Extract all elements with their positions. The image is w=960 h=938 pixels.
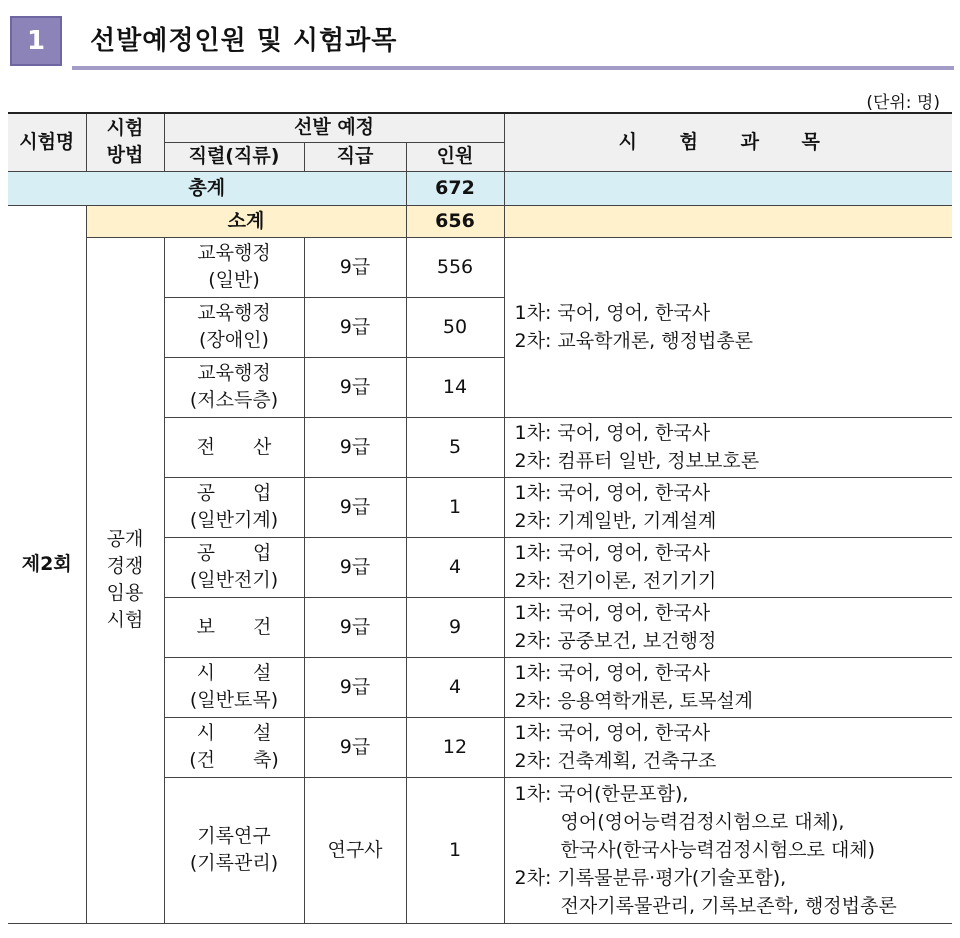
section-title: 선발예정인원 및 시험과목 (90, 26, 398, 56)
count-cell: 9 (406, 597, 504, 657)
subject-line: 2차: 기계일반, 기계설계 (514, 510, 717, 532)
job-series-cell (164, 237, 304, 297)
header-exam-method-line2: 방법 (106, 144, 144, 167)
grade-cell: 9급 (304, 717, 406, 777)
grade-cell: 9급 (304, 357, 406, 417)
subjects-cell-arch (504, 717, 952, 777)
subtotal-label: 소계 (86, 205, 406, 237)
job-series-cell (164, 477, 304, 537)
job-series-cell (164, 777, 304, 923)
count-cell: 12 (406, 717, 504, 777)
count-cell: 1 (406, 777, 504, 923)
subjects-cell-edu (504, 237, 952, 417)
job-series-cell (164, 597, 304, 657)
title-underline (72, 66, 954, 70)
total-row (8, 171, 952, 205)
count-cell: 4 (406, 657, 504, 717)
count-cell: 1 (406, 477, 504, 537)
selection-table (8, 112, 952, 924)
header-selection-plan: 선발 예정 (164, 113, 504, 142)
count-cell: 556 (406, 237, 504, 297)
count-cell: 4 (406, 537, 504, 597)
job-series-name: 시 설 (196, 722, 272, 744)
job-series-name: 시 설 (196, 662, 272, 684)
subjects-cell-computer (504, 417, 952, 477)
section-header (10, 16, 954, 72)
subject-line: 1차: 국어, 영어, 한국사 (514, 722, 711, 744)
subjects-cell-mech (504, 477, 952, 537)
header-subjects: 시 험 과 목 (504, 113, 952, 171)
header-exam-name: 시험명 (8, 113, 86, 171)
section-number-badge: 1 (10, 16, 62, 66)
exam-method-line: 공개 (106, 528, 144, 550)
subject-line: 2차: 기록물분류·평가(기술포함), (514, 867, 787, 889)
job-series-sub: (일반) (208, 269, 260, 291)
header-job-series: 직렬(직류) (164, 142, 304, 171)
header-headcount: 인원 (406, 142, 504, 171)
job-series-name: 기록연구 (197, 825, 271, 847)
job-series-cell (164, 417, 304, 477)
table-row (8, 237, 952, 297)
subtotal-row (8, 205, 952, 237)
header-exam-method-line1: 시험 (106, 117, 144, 140)
header-grade: 직급 (304, 142, 406, 171)
count-cell: 14 (406, 357, 504, 417)
total-value: 672 (406, 171, 504, 205)
job-series-name: 교육행정 (197, 362, 271, 384)
job-series-cell (164, 357, 304, 417)
unit-note: (단위: 명) (866, 93, 940, 113)
grade-cell: 9급 (304, 477, 406, 537)
grade-cell: 9급 (304, 297, 406, 357)
grade-cell: 9급 (304, 237, 406, 297)
subject-line: 2차: 컴퓨터 일반, 정보보호론 (514, 450, 760, 472)
grade-cell: 9급 (304, 657, 406, 717)
subject-line: 영어(영어능력검정시험으로 대체), (560, 811, 845, 833)
header-exam-method (86, 113, 164, 171)
subjects-cell-elec (504, 537, 952, 597)
job-series-sub: (장애인) (199, 329, 269, 351)
job-series-sub: (일반기계) (189, 509, 279, 531)
subject-line: 1차: 국어, 영어, 한국사 (514, 482, 711, 504)
count-cell: 5 (406, 417, 504, 477)
subject-line: 2차: 전기이론, 전기기기 (514, 570, 717, 592)
job-series-sub: (일반토목) (189, 689, 279, 711)
subject-line: 1차: 국어(한문포함), (514, 783, 689, 805)
exam-method-line: 경쟁 (106, 555, 144, 577)
job-series-sub: (기록관리) (189, 852, 279, 874)
subject-line: 2차: 공중보건, 보건행정 (514, 630, 717, 652)
total-subjects-empty (504, 171, 952, 205)
job-series-name: 보 건 (196, 615, 272, 638)
job-series-name: 공 업 (196, 482, 272, 504)
subject-line: 1차: 국어, 영어, 한국사 (514, 602, 711, 624)
subject-line: 1차: 국어, 영어, 한국사 (514, 662, 711, 684)
subject-line: 1차: 국어, 영어, 한국사 (514, 302, 711, 324)
job-series-cell (164, 297, 304, 357)
grade-cell: 9급 (304, 537, 406, 597)
job-series-cell (164, 537, 304, 597)
subject-line: 2차: 교육학개론, 행정법총론 (514, 330, 754, 352)
grade-cell: 연구사 (304, 777, 406, 923)
total-label: 총계 (8, 171, 406, 205)
subject-line: 전자기록물관리, 기록보존학, 행정법총론 (560, 895, 897, 917)
subjects-cell-records (504, 777, 952, 923)
subject-line: 2차: 응용역학개론, 토목설계 (514, 690, 754, 712)
job-series-sub: (저소득층) (189, 389, 279, 411)
subject-line: 1차: 국어, 영어, 한국사 (514, 542, 711, 564)
job-series-name: 전 산 (196, 435, 272, 458)
subjects-cell-health (504, 597, 952, 657)
job-series-sub: (일반전기) (189, 569, 279, 591)
grade-cell: 9급 (304, 417, 406, 477)
job-series-name: 교육행정 (197, 302, 271, 324)
subject-line: 2차: 건축계획, 건축구조 (514, 750, 717, 772)
job-series-name: 공 업 (196, 542, 272, 564)
subtotal-subjects-empty (504, 205, 952, 237)
subtotal-value: 656 (406, 205, 504, 237)
exam-method-line: 시험 (106, 609, 144, 631)
job-series-cell (164, 657, 304, 717)
job-series-sub: (건 축) (189, 749, 279, 771)
header-row-1 (8, 113, 952, 142)
grade-cell: 9급 (304, 597, 406, 657)
count-cell: 50 (406, 297, 504, 357)
exam-method-line: 임용 (106, 582, 144, 604)
subjects-cell-civil (504, 657, 952, 717)
exam-method-cell (86, 237, 164, 923)
subject-line: 한국사(한국사능력검정시험으로 대체) (560, 839, 876, 861)
subject-line: 1차: 국어, 영어, 한국사 (514, 422, 711, 444)
job-series-cell (164, 717, 304, 777)
job-series-name: 교육행정 (197, 242, 271, 264)
exam-name-cell: 제2회 (8, 205, 86, 923)
